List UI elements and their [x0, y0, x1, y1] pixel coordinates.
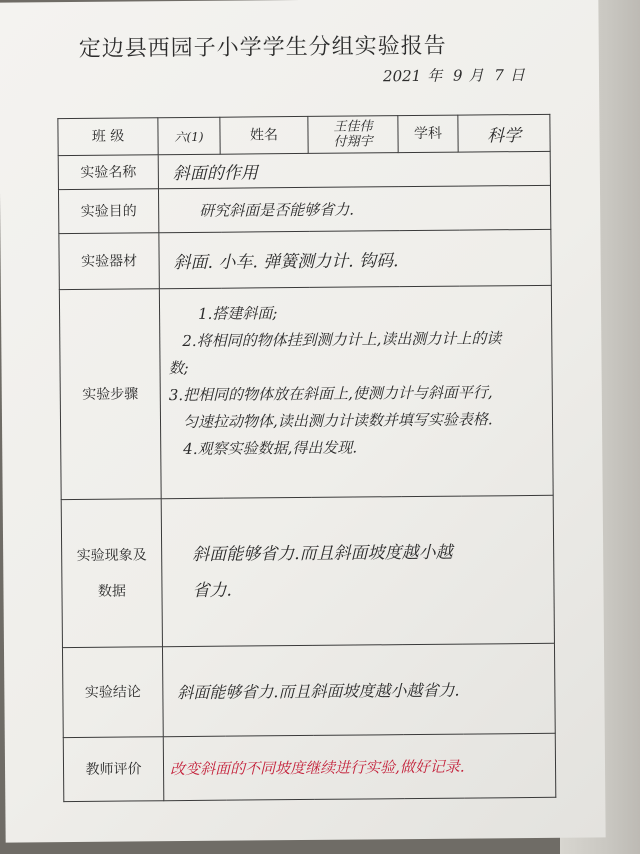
subject-value: 科学 — [458, 114, 550, 152]
purpose-label: 实验目的 — [58, 189, 158, 234]
date-year-label: 年 — [427, 66, 443, 85]
observation-label-line: 实验现象及 — [76, 546, 147, 564]
purpose-row — [58, 185, 550, 233]
steps-content — [159, 285, 553, 498]
teacher-comment: 改变斜面的不同坡度继续进行实验,做好记录. — [163, 733, 556, 800]
step-line: 3.把相同的物体放在斜面上,使测力计与斜面平行, — [168, 383, 493, 405]
date-day: 7 — [494, 66, 504, 85]
header-row — [58, 114, 550, 155]
step-line: 匀速拉动物体,读出测力计读数并填写实验表格. — [182, 410, 493, 432]
conclusion-value: 斜面能够省力.而且斜面坡度越小越省力. — [162, 643, 555, 736]
equipment-value: 斜面. 小车. 弹簧测力计. 钩码. — [159, 229, 551, 288]
steps-label: 实验步骤 — [59, 289, 161, 500]
teacher-row — [63, 733, 556, 801]
experiment-name-value: 斜面的作用 — [158, 151, 550, 188]
date-day-label: 日 — [509, 66, 525, 85]
step-line: 1.搭建斜面; — [197, 304, 278, 323]
observation-line: 斜面能够省力.而且斜面坡度越小越 — [192, 542, 453, 565]
date-year: 2021 — [382, 66, 422, 86]
date-month: 9 — [452, 66, 463, 85]
equipment-label: 实验器材 — [59, 233, 159, 290]
subject-label: 学科 — [398, 115, 458, 153]
observation-row — [61, 495, 554, 647]
report-table — [57, 114, 556, 802]
class-value: 六(1) — [158, 117, 220, 155]
conclusion-label: 实验结论 — [62, 647, 163, 738]
observation-label — [61, 499, 162, 648]
student-name: 付翔宇 — [333, 134, 373, 150]
report-date — [383, 64, 531, 86]
report-title: 定边县西园子小学学生分组实验报告 — [78, 33, 447, 62]
step-line: 数; — [168, 358, 189, 378]
teacher-label: 教师评价 — [63, 737, 164, 802]
conclusion-row — [62, 643, 555, 737]
student-name: 王佳伟 — [333, 119, 373, 135]
observation-label-line: 数据 — [97, 583, 127, 600]
experiment-name-row — [58, 151, 550, 189]
observation-line: 省力. — [192, 580, 232, 601]
class-label: 班 级 — [58, 118, 158, 156]
date-month-label: 月 — [468, 66, 484, 85]
name-label: 姓名 — [220, 116, 308, 154]
purpose-value: 研究斜面是否能够省力. — [158, 185, 550, 232]
observation-content — [161, 495, 554, 646]
equipment-row — [59, 229, 551, 289]
steps-row — [59, 285, 553, 499]
step-line: 2.将相同的物体挂到测力计上,读出测力计上的读 — [182, 329, 502, 351]
student-names — [308, 116, 398, 154]
step-line: 4.观察实验数据,得出发现. — [183, 438, 358, 459]
experiment-name-label: 实验名称 — [58, 155, 158, 190]
